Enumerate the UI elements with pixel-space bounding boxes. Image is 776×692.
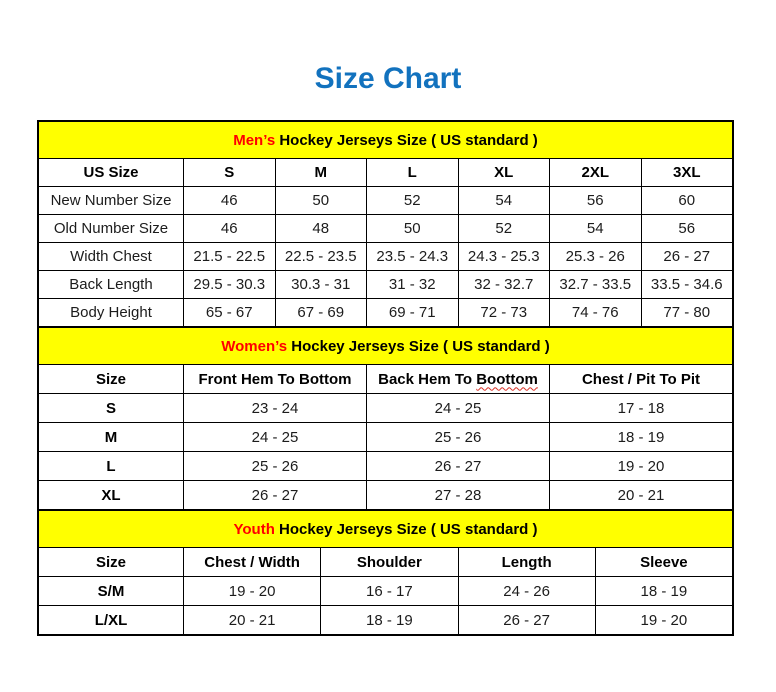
youth-banner-highlight: Youth bbox=[233, 520, 275, 538]
column-header: Size bbox=[39, 548, 184, 577]
size-value-cell: 30.3 - 31 bbox=[275, 271, 367, 299]
womens-banner-text: Hockey Jerseys Size ( US standard ) bbox=[287, 337, 550, 355]
size-value-cell: 32 - 32.7 bbox=[458, 271, 550, 299]
size-value-cell: 24.3 - 25.3 bbox=[458, 243, 550, 271]
misspelled-word: Boottom bbox=[476, 370, 538, 388]
size-value-cell: 19 - 20 bbox=[184, 577, 321, 606]
size-value-cell: 24 - 26 bbox=[458, 577, 595, 606]
size-value-cell: 50 bbox=[275, 187, 367, 215]
row-label: S bbox=[39, 394, 184, 423]
size-value-cell: 20 - 21 bbox=[184, 606, 321, 635]
size-value-cell: 77 - 80 bbox=[641, 299, 733, 327]
size-value-cell: 24 - 25 bbox=[184, 423, 367, 452]
womens-banner-highlight: Women’s bbox=[221, 337, 288, 355]
size-value-cell: 54 bbox=[550, 215, 642, 243]
column-header: Front Hem To Bottom bbox=[184, 365, 367, 394]
mens-banner bbox=[39, 122, 733, 159]
row-label: XL bbox=[39, 481, 184, 510]
column-header: Chest / Pit To Pit bbox=[550, 365, 733, 394]
size-chart-tables bbox=[37, 120, 734, 636]
size-value-cell: 72 - 73 bbox=[458, 299, 550, 327]
youth-header-row bbox=[39, 548, 733, 577]
size-value-cell: 19 - 20 bbox=[595, 606, 732, 635]
table-row bbox=[39, 481, 733, 510]
size-value-cell: 16 - 17 bbox=[321, 577, 458, 606]
row-label: S/M bbox=[39, 577, 184, 606]
column-header: XL bbox=[458, 159, 550, 187]
column-header: M bbox=[275, 159, 367, 187]
size-value-cell: 48 bbox=[275, 215, 367, 243]
size-value-cell: 22.5 - 23.5 bbox=[275, 243, 367, 271]
size-value-cell: 26 - 27 bbox=[641, 243, 733, 271]
youth-banner-row bbox=[39, 511, 733, 548]
mens-header-row bbox=[39, 159, 733, 187]
size-value-cell: 18 - 19 bbox=[550, 423, 733, 452]
size-value-cell: 26 - 27 bbox=[458, 606, 595, 635]
womens-banner-row bbox=[39, 328, 733, 365]
column-header: Chest / Width bbox=[184, 548, 321, 577]
column-header: Back Hem To Boottom bbox=[367, 365, 550, 394]
size-value-cell: 19 - 20 bbox=[550, 452, 733, 481]
row-label: L bbox=[39, 452, 184, 481]
size-value-cell: 17 - 18 bbox=[550, 394, 733, 423]
womens-header-row bbox=[39, 365, 733, 394]
size-value-cell: 60 bbox=[641, 187, 733, 215]
size-value-cell: 25 - 26 bbox=[367, 423, 550, 452]
table-row bbox=[39, 452, 733, 481]
youth-banner-text: Hockey Jerseys Size ( US standard ) bbox=[274, 520, 538, 538]
size-value-cell: 26 - 27 bbox=[367, 452, 550, 481]
row-label: Width Chest bbox=[39, 243, 184, 271]
column-header: Sleeve bbox=[595, 548, 732, 577]
table-row bbox=[39, 243, 733, 271]
size-value-cell: 26 - 27 bbox=[184, 481, 367, 510]
size-value-cell: 65 - 67 bbox=[184, 299, 276, 327]
table-row bbox=[39, 299, 733, 327]
page-title: Size Chart bbox=[314, 62, 462, 95]
column-header: US Size bbox=[39, 159, 184, 187]
row-label: New Number Size bbox=[39, 187, 184, 215]
row-label: M bbox=[39, 423, 184, 452]
size-value-cell: 31 - 32 bbox=[367, 271, 459, 299]
youth-banner bbox=[39, 511, 733, 548]
size-value-cell: 52 bbox=[458, 215, 550, 243]
table-row bbox=[39, 215, 733, 243]
size-value-cell: 69 - 71 bbox=[367, 299, 459, 327]
size-value-cell: 21.5 - 22.5 bbox=[184, 243, 276, 271]
row-label: L/XL bbox=[39, 606, 184, 635]
size-value-cell: 24 - 25 bbox=[367, 394, 550, 423]
size-value-cell: 56 bbox=[550, 187, 642, 215]
size-value-cell: 74 - 76 bbox=[550, 299, 642, 327]
womens-banner bbox=[39, 328, 733, 365]
size-value-cell: 18 - 19 bbox=[595, 577, 732, 606]
size-value-cell: 25.3 - 26 bbox=[550, 243, 642, 271]
table-row bbox=[39, 394, 733, 423]
size-value-cell: 29.5 - 30.3 bbox=[184, 271, 276, 299]
table-row bbox=[39, 271, 733, 299]
mens-size-table bbox=[38, 121, 733, 327]
size-value-cell: 25 - 26 bbox=[184, 452, 367, 481]
column-header: L bbox=[367, 159, 459, 187]
size-value-cell: 18 - 19 bbox=[321, 606, 458, 635]
size-value-cell: 56 bbox=[641, 215, 733, 243]
column-header: 2XL bbox=[550, 159, 642, 187]
row-label: Back Length bbox=[39, 271, 184, 299]
size-value-cell: 33.5 - 34.6 bbox=[641, 271, 733, 299]
womens-size-table bbox=[38, 327, 733, 510]
size-value-cell: 27 - 28 bbox=[367, 481, 550, 510]
row-label: Old Number Size bbox=[39, 215, 184, 243]
column-header: Length bbox=[458, 548, 595, 577]
mens-banner-text: Hockey Jerseys Size ( US standard ) bbox=[275, 131, 538, 149]
table-row bbox=[39, 187, 733, 215]
table-row bbox=[39, 606, 733, 635]
column-header: S bbox=[184, 159, 276, 187]
youth-size-table bbox=[38, 510, 733, 635]
column-header: Size bbox=[39, 365, 184, 394]
size-value-cell: 23 - 24 bbox=[184, 394, 367, 423]
column-header: Shoulder bbox=[321, 548, 458, 577]
size-value-cell: 20 - 21 bbox=[550, 481, 733, 510]
mens-banner-highlight: Men’s bbox=[233, 131, 276, 149]
size-value-cell: 52 bbox=[367, 187, 459, 215]
size-value-cell: 46 bbox=[184, 187, 276, 215]
size-value-cell: 67 - 69 bbox=[275, 299, 367, 327]
row-label: Body Height bbox=[39, 299, 184, 327]
mens-banner-row bbox=[39, 122, 733, 159]
column-header: 3XL bbox=[641, 159, 733, 187]
size-value-cell: 50 bbox=[367, 215, 459, 243]
size-value-cell: 23.5 - 24.3 bbox=[367, 243, 459, 271]
size-value-cell: 46 bbox=[184, 215, 276, 243]
size-value-cell: 32.7 - 33.5 bbox=[550, 271, 642, 299]
table-row bbox=[39, 577, 733, 606]
table-row bbox=[39, 423, 733, 452]
size-value-cell: 54 bbox=[458, 187, 550, 215]
